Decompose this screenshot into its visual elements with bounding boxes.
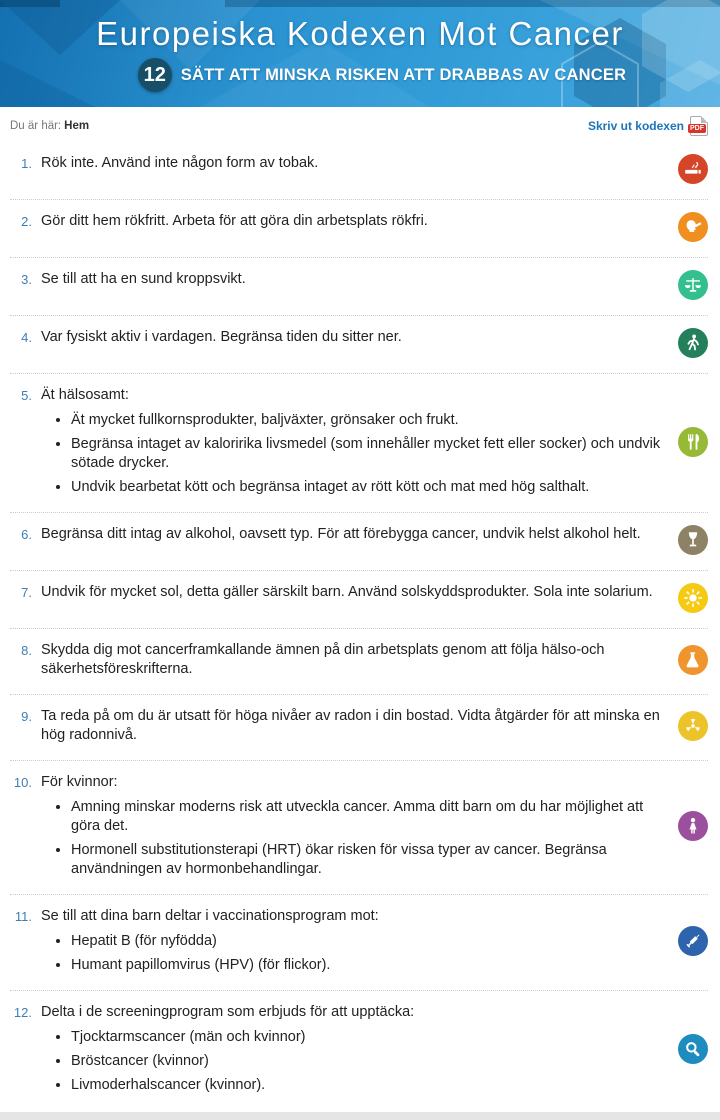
item-text: Se till att ha en sund kroppsvikt. bbox=[41, 271, 246, 287]
list-item-7 bbox=[10, 571, 708, 629]
print-codex-label: Skriv ut kodexen bbox=[587, 119, 684, 133]
list-item-4 bbox=[10, 316, 708, 374]
flask-icon bbox=[678, 645, 708, 675]
item-bullets bbox=[41, 798, 668, 879]
scales-icon bbox=[678, 270, 708, 300]
bullet: • Humant papillomvirus (HPV) (för flickor). bbox=[71, 956, 668, 975]
radiation-icon bbox=[678, 711, 708, 741]
list-item-9 bbox=[10, 695, 708, 761]
item-number: 8. bbox=[21, 643, 32, 658]
item-number: 10. bbox=[13, 775, 32, 790]
item-number: 3. bbox=[21, 272, 32, 287]
item-text: Skydda dig mot cancerframkallande ämnen på din arbetsplats genom att följa hälso-och säkerhetsföreskrifterna. bbox=[41, 642, 605, 677]
list-item-11 bbox=[10, 895, 708, 991]
no-smoking-icon bbox=[678, 154, 708, 184]
item-bullets bbox=[41, 932, 668, 975]
breadcrumb-home-link[interactable]: Hem bbox=[64, 120, 90, 132]
pdf-fold-corner bbox=[701, 116, 708, 123]
list-item-10 bbox=[10, 761, 708, 895]
item-text: Se till att dina barn deltar i vaccinationsprogram mot: bbox=[41, 908, 379, 924]
cutlery-icon bbox=[678, 427, 708, 457]
breadcrumb-prefix: Du är här: bbox=[10, 120, 62, 132]
item-number: 5. bbox=[21, 388, 32, 403]
item-text: Ät hälsosamt: bbox=[41, 387, 129, 403]
item-text: Gör ditt hem rökfritt. Arbeta för att göra din arbetsplats rökfri. bbox=[41, 213, 428, 229]
screening-icon bbox=[678, 1034, 708, 1064]
bullet: • Livmoderhalscancer (kvinnor). bbox=[71, 1076, 668, 1095]
item-number: 12. bbox=[13, 1005, 32, 1020]
item-number: 9. bbox=[21, 709, 32, 724]
smoke-free-home-icon bbox=[678, 212, 708, 242]
list-item-6 bbox=[10, 513, 708, 571]
list-item-8 bbox=[10, 629, 708, 695]
item-text: Delta i de screeningprogram som erbjuds för att upptäcka: bbox=[41, 1004, 415, 1020]
print-codex-link[interactable] bbox=[588, 116, 708, 136]
item-number: 4. bbox=[21, 330, 32, 345]
item-bullets bbox=[41, 1028, 668, 1095]
cancer-code-list bbox=[0, 142, 720, 1110]
bullet: • Ät mycket fullkornsprodukter, baljväxter, grönsaker och frukt. bbox=[71, 411, 668, 430]
breadcrumb bbox=[10, 120, 89, 132]
item-text: Rök inte. Använd inte någon form av tobak. bbox=[41, 155, 319, 171]
item-text: Undvik för mycket sol, detta gäller särskilt barn. Använd solskyddsprodukter. Sola inte solarium. bbox=[41, 584, 653, 600]
bullet: • Hormonell substitutionsterapi (HRT) ökar risken för vissa typer av cancer. Begränsa användningen av hormonbehandlingar. bbox=[71, 841, 668, 879]
bullet: • Hepatit B (för nyfödda) bbox=[71, 932, 668, 951]
sun-icon bbox=[678, 583, 708, 613]
number-12-badge: 12 bbox=[138, 58, 172, 92]
list-item-12 bbox=[10, 991, 708, 1110]
bullet: • Amning minskar moderns risk att utveckla cancer. Amma ditt barn om du har möjlighet att göra det. bbox=[71, 798, 668, 836]
item-number: 1. bbox=[21, 156, 32, 171]
pdf-icon[interactable] bbox=[690, 116, 708, 136]
bullet: • Undvik bearbetat kött och begränsa intaget av rött kött och mat med hög salthalt. bbox=[71, 478, 668, 497]
bullet: • Begränsa intaget av kaloririka livsmedel (som innehåller mycket fett eller socker) och undvik sötade drycker. bbox=[71, 435, 668, 473]
syringe-icon bbox=[678, 926, 708, 956]
item-text: Var fysiskt aktiv i vardagen. Begränsa tiden du sitter ner. bbox=[41, 329, 402, 345]
pdf-badge-label: PDF bbox=[690, 125, 704, 132]
breadcrumb-bar bbox=[0, 107, 720, 142]
page-subtitle: SÄTT ATT MINSKA RISKEN ATT DRABBAS AV CANCER bbox=[180, 65, 627, 84]
item-bullets bbox=[41, 411, 668, 497]
item-text: Ta reda på om du är utsatt för höga nivåer av radon i din bostad. Vidta åtgärder för att minska en hög radonnivå. bbox=[41, 708, 660, 743]
header-banner bbox=[0, 0, 720, 107]
active-person-icon bbox=[678, 328, 708, 358]
item-text: För kvinnor: bbox=[41, 774, 118, 790]
item-number: 11. bbox=[14, 909, 32, 924]
list-item-5 bbox=[10, 374, 708, 513]
wine-glass-icon bbox=[678, 525, 708, 555]
footer-strip bbox=[0, 1112, 720, 1120]
bullet: • Tjocktarmscancer (män och kvinnor) bbox=[71, 1028, 668, 1047]
female-icon bbox=[678, 811, 708, 841]
item-number: 2. bbox=[21, 214, 32, 229]
list-item-2 bbox=[10, 200, 708, 258]
item-number: 6. bbox=[21, 527, 32, 542]
item-number: 7. bbox=[21, 585, 32, 600]
item-text: Begränsa ditt intag av alkohol, oavsett typ. För att förebygga cancer, undvik helst alkohol helt. bbox=[41, 526, 641, 542]
bullet: • Bröstcancer (kvinnor) bbox=[71, 1052, 668, 1071]
page-title: Europeiska Kodexen Mot Cancer bbox=[96, 15, 624, 52]
list-item-1 bbox=[10, 142, 708, 200]
page-subtitle-row bbox=[22, 58, 720, 92]
list-item-3 bbox=[10, 258, 708, 316]
